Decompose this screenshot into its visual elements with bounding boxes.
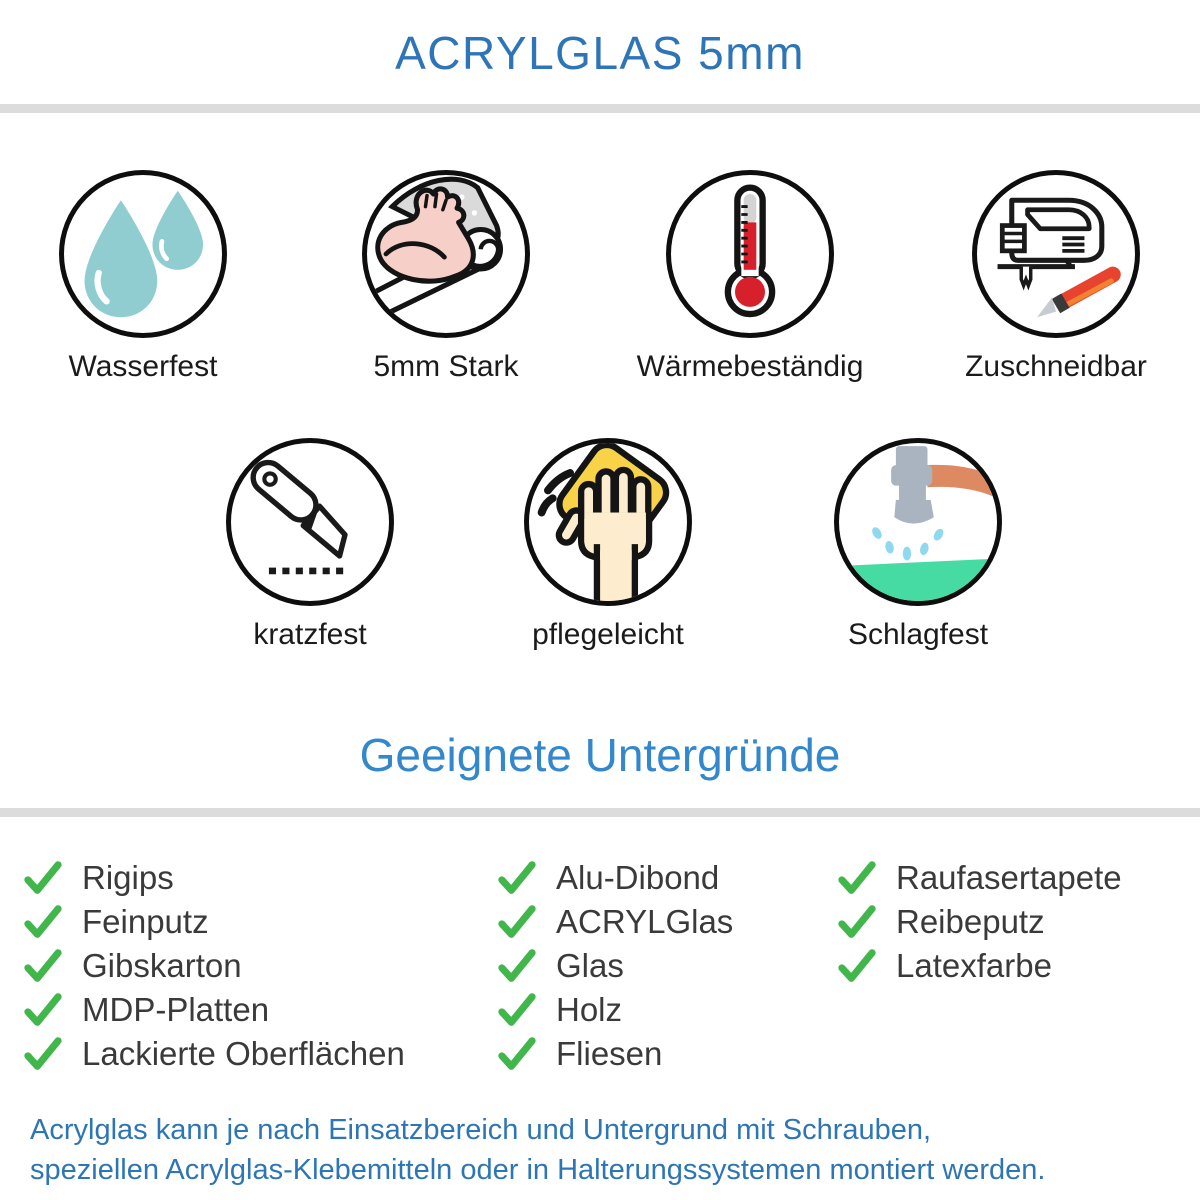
surface-label: Rigips bbox=[82, 859, 174, 896]
feature-label: pflegeleicht bbox=[532, 618, 684, 651]
list-item bbox=[838, 900, 1122, 944]
flexed-arm-icon bbox=[367, 175, 525, 333]
surfaces-column-3 bbox=[838, 856, 1122, 988]
surface-label: ACRYLGlas bbox=[556, 903, 734, 940]
feature-item-zuschneidbar bbox=[931, 170, 1181, 384]
check-icon bbox=[838, 949, 876, 983]
thermometer-icon bbox=[671, 175, 829, 333]
feature-circle bbox=[59, 170, 227, 338]
check-icon bbox=[498, 993, 536, 1027]
check-icon bbox=[24, 993, 62, 1027]
feature-label: Wärmebeständig bbox=[636, 350, 864, 383]
surface-label: MDP-Platten bbox=[82, 991, 270, 1028]
surfaces-heading: Geeignete Untergründe bbox=[359, 729, 841, 781]
feature-item-pflegeleicht bbox=[483, 438, 733, 652]
check-icon bbox=[498, 905, 536, 939]
utility-knife-icon bbox=[231, 443, 389, 601]
surfaces-column-2 bbox=[498, 856, 733, 1076]
feature-label: 5mm Stark bbox=[373, 350, 519, 383]
feature-label: Zuschneidbar bbox=[965, 350, 1147, 383]
list-item bbox=[498, 988, 733, 1032]
feature-item-waermebestaendig bbox=[625, 170, 875, 384]
divider-top bbox=[0, 104, 1200, 113]
divider-middle bbox=[0, 808, 1200, 817]
list-item bbox=[24, 944, 405, 988]
hammer-icon bbox=[839, 443, 997, 601]
surfaces-column-1 bbox=[24, 856, 405, 1076]
page-title: ACRYLGLAS 5mm bbox=[395, 27, 805, 79]
mounting-note-line2: speziellen Acrylglas-Klebemitteln oder in Halterungssystemen montiert werden. bbox=[30, 1154, 1046, 1186]
list-item bbox=[24, 1032, 405, 1076]
feature-item-5mm-stark bbox=[321, 170, 571, 384]
list-item bbox=[838, 856, 1122, 900]
check-icon bbox=[498, 949, 536, 983]
check-icon bbox=[24, 905, 62, 939]
check-icon bbox=[838, 905, 876, 939]
mounting-note-line1: Acrylglas kann je nach Einsatzbereich und Untergrund mit Schrauben, bbox=[30, 1114, 932, 1146]
list-item bbox=[498, 944, 733, 988]
feature-circle bbox=[666, 170, 834, 338]
surface-label: Lackierte Oberflächen bbox=[82, 1035, 405, 1072]
feature-circle bbox=[524, 438, 692, 606]
feature-item-kratzfest bbox=[185, 438, 435, 652]
surface-label: Alu-Dibond bbox=[556, 859, 720, 896]
list-item bbox=[24, 856, 405, 900]
check-icon bbox=[498, 1037, 536, 1071]
feature-circle bbox=[362, 170, 530, 338]
check-icon bbox=[838, 861, 876, 895]
list-item bbox=[838, 944, 1122, 988]
feature-circle bbox=[972, 170, 1140, 338]
jigsaw-knife-icon bbox=[977, 175, 1135, 333]
check-icon bbox=[498, 861, 536, 895]
list-item bbox=[24, 900, 405, 944]
surface-label: Latexfarbe bbox=[896, 947, 1052, 984]
feature-label: kratzfest bbox=[253, 618, 367, 651]
feature-circle bbox=[226, 438, 394, 606]
list-item bbox=[498, 900, 733, 944]
check-icon bbox=[24, 861, 62, 895]
feature-item-schlagfest bbox=[793, 438, 1043, 652]
surface-label: Holz bbox=[556, 991, 623, 1028]
surface-label: Glas bbox=[556, 947, 624, 984]
feature-label: Wasserfest bbox=[68, 350, 218, 383]
list-item bbox=[24, 988, 405, 1032]
feature-item-wasserfest bbox=[18, 170, 268, 384]
surface-label: Reibeputz bbox=[896, 903, 1045, 940]
mounting-note bbox=[30, 1110, 1190, 1190]
surface-label: Raufasertapete bbox=[896, 859, 1122, 896]
check-icon bbox=[24, 1037, 62, 1071]
check-icon bbox=[24, 949, 62, 983]
feature-circle bbox=[834, 438, 1002, 606]
water-drops-icon bbox=[64, 175, 222, 333]
list-item bbox=[498, 1032, 733, 1076]
surface-label: Fliesen bbox=[556, 1035, 663, 1072]
surface-label: Feinputz bbox=[82, 903, 209, 940]
cleaning-hand-icon bbox=[529, 443, 687, 601]
feature-label: Schlagfest bbox=[847, 618, 989, 651]
surface-label: Gibskarton bbox=[82, 947, 242, 984]
list-item bbox=[498, 856, 733, 900]
